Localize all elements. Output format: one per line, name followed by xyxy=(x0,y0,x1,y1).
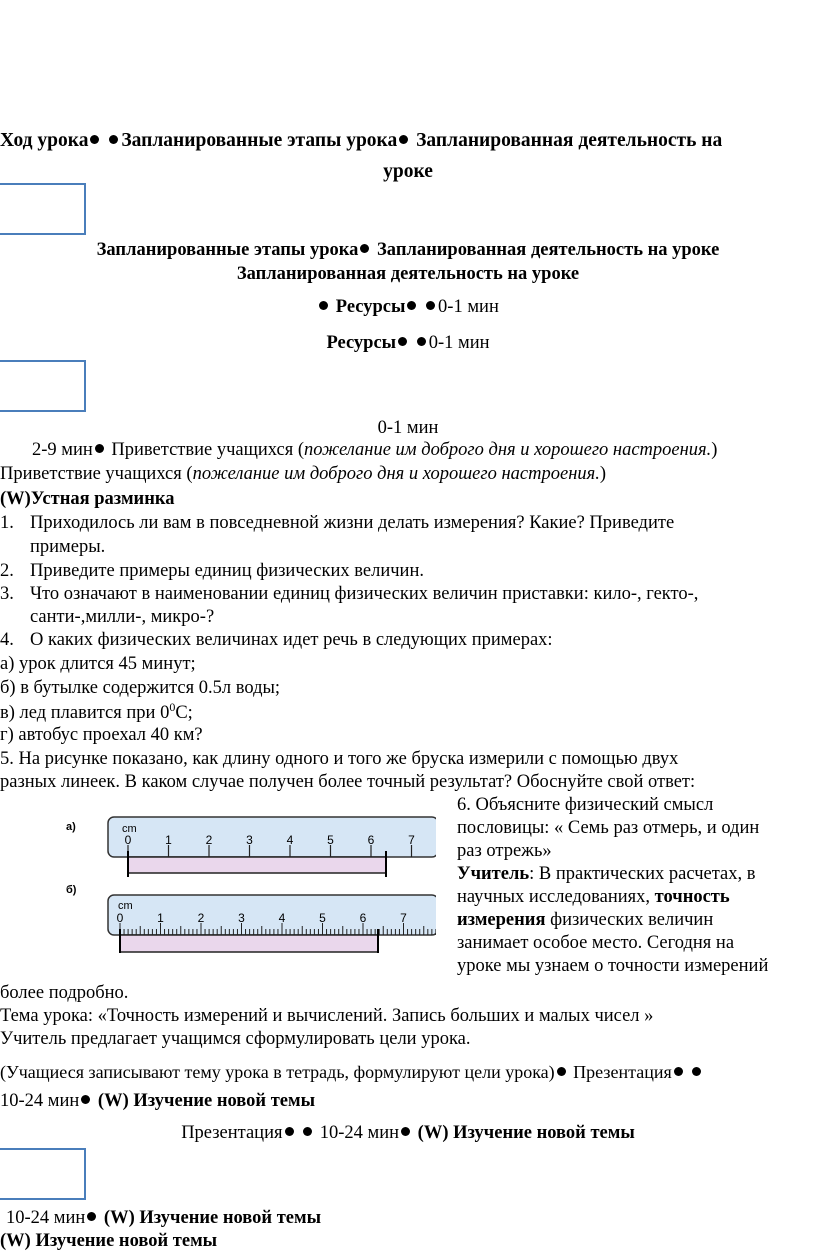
example-c: в) лед плавится при $0^0С$; xyxy=(0,700,193,724)
bullet-icon xyxy=(109,135,118,144)
ruler-tick-label: 7 xyxy=(400,911,407,925)
bullet-icon xyxy=(360,244,369,253)
ruler-b xyxy=(108,895,436,953)
ruler-tick-label: 0 xyxy=(116,911,124,925)
lesson-goals: Учитель предлагает учащимся сформулировать цели урока. xyxy=(0,1029,471,1049)
greeting-line-1: 2-9 мин Приветствие учащихся (пожелание им доброго дня и хорошего настроения.) xyxy=(32,440,718,460)
example-d: г) автобус проехал 40 км? xyxy=(0,725,203,745)
bullet-icon xyxy=(426,301,435,310)
bullet-icon xyxy=(81,1095,90,1104)
teacher-line-2: научных исследованиях, точность xyxy=(457,887,730,907)
ruler-tick-label: 0 xyxy=(124,833,132,847)
question-6-cont-1: пословицы: « Семь раз отмерь, и один xyxy=(457,818,760,838)
bullet-icon xyxy=(398,337,407,346)
lesson-theme: Тема урока: «Точность измерений и вычислений. Запись больших и малых чисел » xyxy=(0,1006,654,1026)
bullet-icon xyxy=(95,444,104,453)
question-6-cont-2: раз отрежь» xyxy=(457,841,552,861)
lesson-heading: Ход урока Запланированные этапы урока Запланированная деятельность на xyxy=(0,130,723,151)
ruler-a xyxy=(108,817,436,877)
ruler-b-label: б) xyxy=(66,884,77,896)
bullet-icon xyxy=(90,135,99,144)
lesson-heading-cont: уроке xyxy=(383,161,433,182)
bullet-icon xyxy=(674,1067,683,1076)
ruler-tick-label: 4 xyxy=(278,911,286,925)
ruler-tick-label: 5 xyxy=(327,833,334,847)
ruler-a-label: а) xyxy=(66,821,76,833)
bullet-icon xyxy=(319,301,328,310)
question-5: 5. На рисунке показано, как длину одного и того же бруска измерили с помощью двух xyxy=(0,749,679,769)
ruler-tick-label: 1 xyxy=(157,911,164,925)
bullet-icon xyxy=(399,135,408,144)
bullet-icon xyxy=(285,1127,294,1136)
ruler-tick-label: 2 xyxy=(205,833,213,847)
time-label: 0-1 мин xyxy=(377,418,439,438)
bullet-icon xyxy=(407,301,416,310)
example-b: б) в бутылке содержится 0.5л воды; xyxy=(0,678,281,698)
teacher-line-4: занимает особое место. Сегодня на xyxy=(457,933,735,953)
teacher-cont: более подробно. xyxy=(0,983,129,1003)
bullet-icon xyxy=(87,1212,96,1221)
bullet-icon xyxy=(557,1067,566,1076)
ruler-b-unit: cm xyxy=(118,900,133,912)
bullet-icon xyxy=(417,337,426,346)
teacher-line-5: уроке мы узнаем о точности измерений xyxy=(457,956,769,976)
resources-line-1: Ресурсы 0-1 мин xyxy=(0,297,816,318)
ruler-tick-label: 5 xyxy=(319,911,326,925)
question-2: 2. Приведите примеры единиц физических величин. xyxy=(0,561,424,581)
ruler-tick-label: 3 xyxy=(238,911,245,925)
bullet-icon xyxy=(401,1127,410,1136)
ruler-tick-label: 4 xyxy=(286,833,294,847)
warmup-title: (W)Устная разминка xyxy=(0,489,175,509)
presentation-line: Презентация 10-24 мин (W) Изучение новой темы xyxy=(181,1123,635,1143)
teacher-line-3: измерения физических величин xyxy=(457,910,714,930)
resources-line-2: Ресурсы 0-1 мин xyxy=(326,333,490,353)
new-topic-line-1: 10-24 мин (W) Изучение новой темы xyxy=(0,1091,316,1111)
rulers-figure xyxy=(100,815,436,955)
table-cell-box xyxy=(0,1148,86,1200)
bullet-icon xyxy=(303,1127,312,1136)
question-3-cont: санти-,милли-, микро-? xyxy=(30,607,215,627)
ruler-tick-label: 2 xyxy=(197,911,205,925)
ruler-tick-label: 6 xyxy=(359,911,367,925)
students-line: (Учащиеся записывают тему урока в тетрадь, формулируют цели урока) Презентация xyxy=(0,1062,704,1083)
example-a: а) урок длится 45 минут; xyxy=(0,654,196,674)
new-topic-line-2: 10-24 мин (W) Изучение новой темы xyxy=(6,1208,322,1228)
question-4: 4. О каких физических величинах идет речь в следующих примерах: xyxy=(0,630,553,650)
question-6: 6. Объясните физический смысл xyxy=(457,795,714,815)
question-1: 1. Приходилось ли вам в повседневной жизни делать измерения? Какие? Приведите xyxy=(0,513,675,533)
bullet-icon xyxy=(692,1067,701,1076)
new-topic-line-3: (W) Изучение новой темы xyxy=(0,1231,218,1251)
ruler-a-unit: cm xyxy=(122,823,137,835)
table-cell-box xyxy=(0,183,86,235)
activity-heading: Запланированная деятельность на уроке xyxy=(236,264,580,284)
table-cell-box xyxy=(0,360,86,412)
stages-heading: Запланированные этапы урока Запланированная деятельность на уроке xyxy=(96,240,720,260)
question-3: 3. Что означают в наименовании единиц физических величин приставки: кило-, гекто-, xyxy=(0,584,699,604)
teacher-line-1: Учитель: В практических расчетах, в xyxy=(457,864,756,884)
ruler-tick-label: 6 xyxy=(367,833,375,847)
question-5-cont: разных линеек. В каком случае получен более точный результат? Обоснуйте свой ответ: xyxy=(0,772,696,792)
ruler-tick-label: 3 xyxy=(246,833,253,847)
ruler-tick-label: 7 xyxy=(408,833,415,847)
question-1-cont: примеры. xyxy=(30,537,106,557)
greeting-line-2: Приветствие учащихся (пожелание им доброго дня и хорошего настроения.) xyxy=(0,464,607,484)
ruler-tick-label: 1 xyxy=(165,833,172,847)
